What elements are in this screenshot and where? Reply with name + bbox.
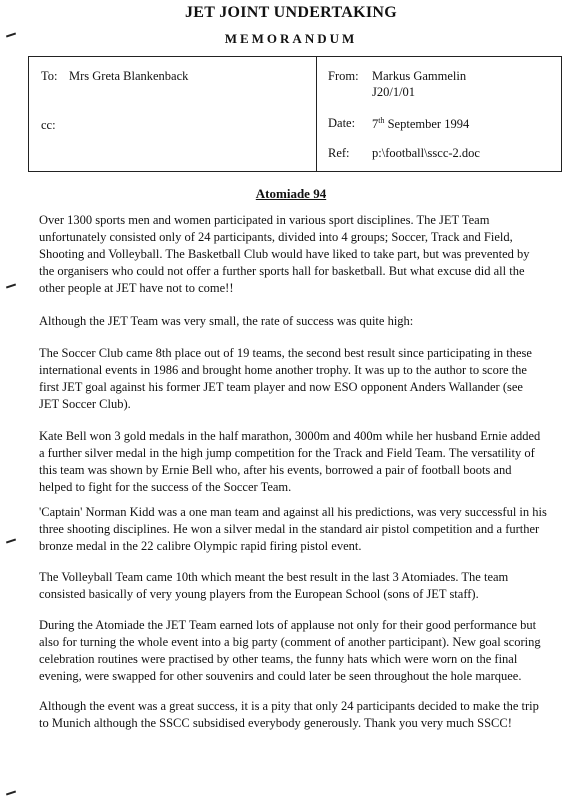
from-name: Markus Gammelin <box>372 69 467 83</box>
text-line: Although the event was a great success, it is a pity that only 24 participants decided to make the trip <box>39 699 539 713</box>
date-label: Date: <box>328 116 356 130</box>
to-label: To: <box>41 69 58 83</box>
text-line: During the Atomiade the JET Team earned lots of applause not only for their good performance but <box>39 618 537 632</box>
paragraph-5 <box>39 504 582 555</box>
text-line: Shooting and Volleyball. The Basketball Club would have liked to take part, but was prevented by <box>39 247 530 261</box>
paragraph-3 <box>39 345 582 413</box>
paragraph-7 <box>39 617 582 685</box>
memo-header-box <box>28 56 562 172</box>
text-line: other people at JET have not to come!! <box>39 281 234 295</box>
text-line: also for turning the whole event into a big party (comment of another participant). New goal scoring <box>39 635 541 649</box>
text-line: three shooting disciplines. He won a silver medal in the standard air pistol competition and a further <box>39 522 540 536</box>
text-line: celebration routines were practised by other teams, the funny hats which were worn on the final <box>39 652 518 666</box>
text-line: international events in 1986 and brought home another trophy. It was up to the author to score the <box>39 363 527 377</box>
text-line: Although the JET Team was very small, the rate of success was quite high: <box>39 314 414 328</box>
text-line: The Volleyball Team came 10th which meant the best result in the last 3 Atomiades. The team <box>39 570 509 584</box>
ref-value: p:\football\sscc-2.doc <box>372 146 480 160</box>
paragraph-1 <box>39 212 582 297</box>
punch-hole-mark <box>6 791 16 796</box>
text-line: Kate Bell won 3 gold medals in the half marathon, 3000m and 400m while her husband Ernie added <box>39 429 541 443</box>
paragraph-8 <box>39 698 582 732</box>
to-value: Mrs Greta Blankenback <box>69 69 189 83</box>
organisation-title: JET JOINT UNDERTAKING <box>184 4 397 21</box>
text-line: evening, were swapped for other souvenirs and could later be seen throughout the hole marquee. <box>39 669 522 683</box>
from-label: From: <box>328 69 359 83</box>
text-line: unfortunately consisted only of 24 participants, divided into 4 groups; Soccer, Track and Field, <box>39 230 513 244</box>
text-line: helped to fight for the success of the Soccer Team. <box>39 480 292 494</box>
header-divider <box>316 57 317 171</box>
text-line: this team was shown by Ernie Bell who, after his events, borrowed a pair of football boots and <box>39 463 512 477</box>
from-reference: J20/1/01 <box>372 85 416 99</box>
text-line: first JET goal against his former JET team player and now ESO opponent Anders Wallander (see <box>39 380 523 394</box>
text-line: a further silver medal in the high jump competition for the Track and Field Team. The versatility of <box>39 446 535 460</box>
cc-label: cc: <box>41 118 56 132</box>
text-line: consisted basically of very young players from the European School (sons of JET staff). <box>39 587 479 601</box>
paragraph-6 <box>39 569 582 603</box>
text-line: 'Captain' Norman Kidd was a one man team and against all his predictions, was very successful in his <box>39 505 547 519</box>
punch-hole-mark <box>6 539 16 544</box>
ref-label: Ref: <box>328 146 350 160</box>
text-line: to Munich although the SSCC subsidised everybody generously. Thank you very much SSCC! <box>39 716 512 730</box>
text-line: the organisers who could not offer a further sports hall for basketball. But what excuse did all the <box>39 264 525 278</box>
text-line: Over 1300 sports men and women participated in various sport disciplines. The JET Team <box>39 213 490 227</box>
date-value: 7th September 1994 <box>372 116 470 132</box>
memorandum-title: MEMORANDUM <box>224 31 358 46</box>
text-line: The Soccer Club came 8th place out of 19 teams, the second best result since participating in these <box>39 346 532 360</box>
text-line: bronze medal in the 22 calibre Olympic rapid firing pistol event. <box>39 539 362 553</box>
text-line: JET Soccer Club). <box>39 397 131 411</box>
paragraph-4 <box>39 428 582 496</box>
punch-hole-mark <box>6 284 16 289</box>
paragraph-2 <box>39 313 582 330</box>
memo-heading: Atomiade 94 <box>255 186 327 201</box>
